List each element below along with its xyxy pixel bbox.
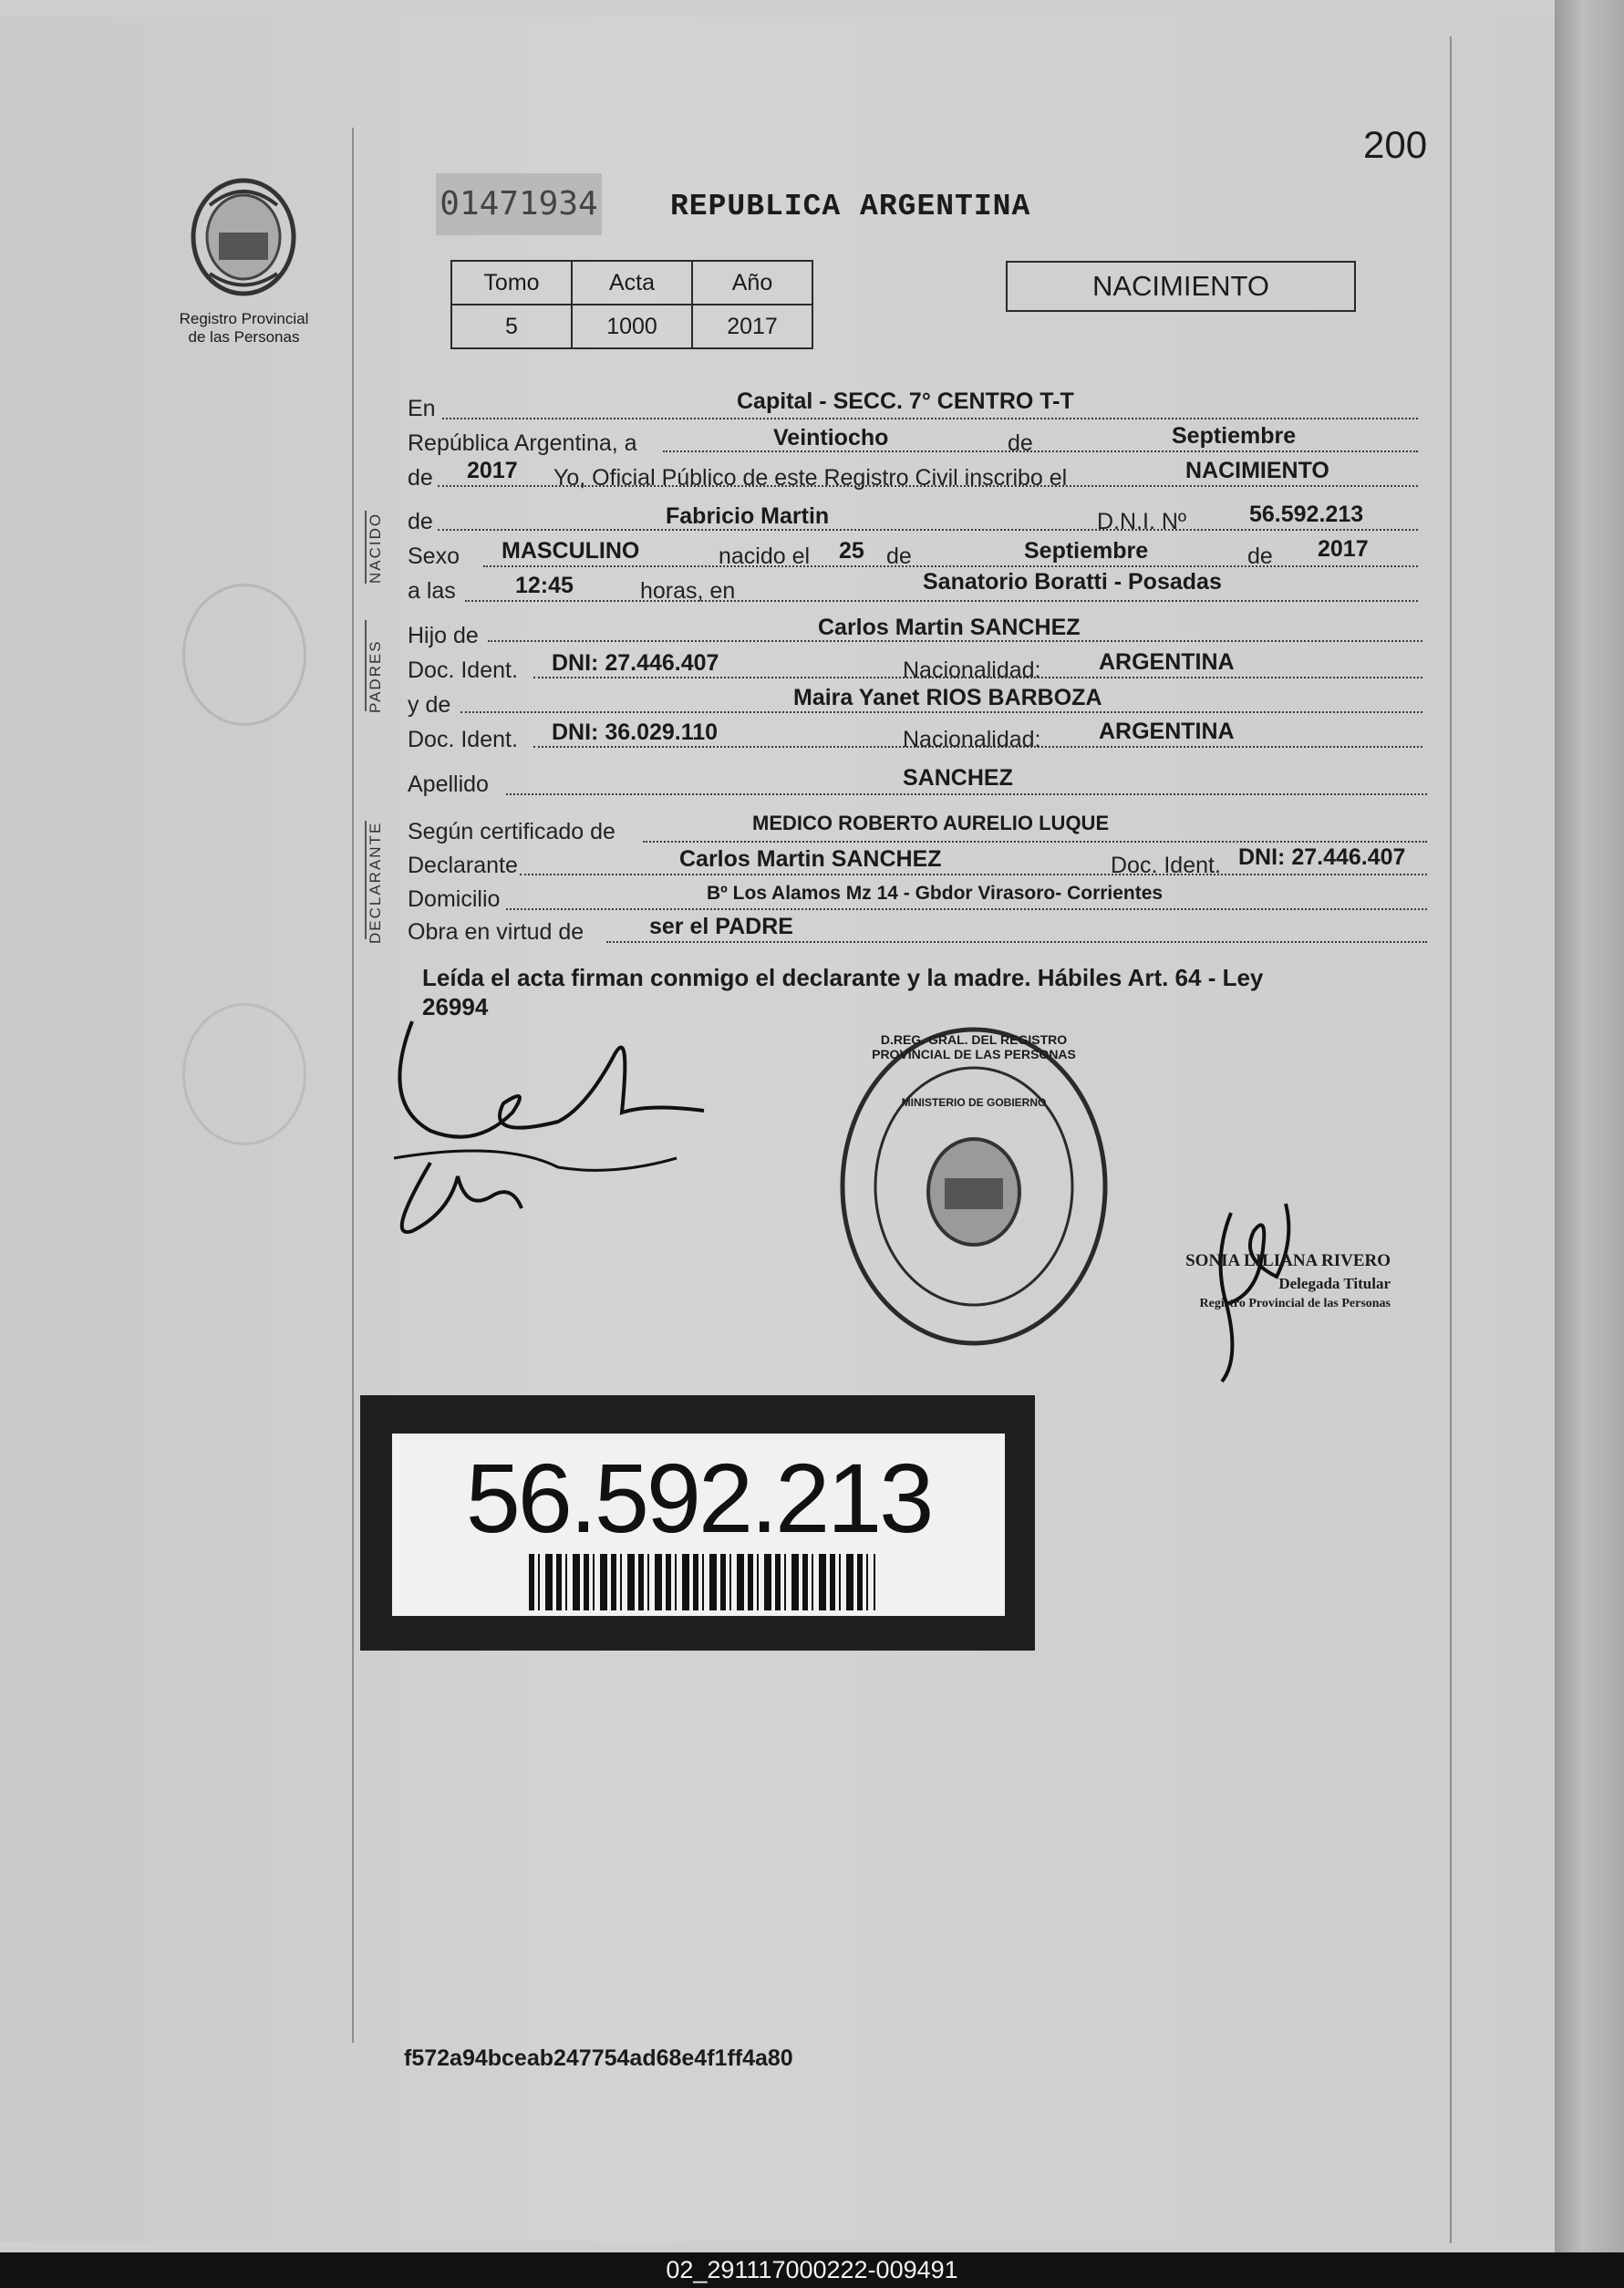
label-nac1: Nacionalidad: [903, 657, 1041, 683]
line-declarante [520, 874, 1427, 875]
registry-caption-line: Registro Provincial [179, 310, 309, 327]
barcode [529, 1554, 875, 1610]
line-time [465, 600, 1418, 602]
line-yde [460, 711, 1422, 713]
label-de2: de [408, 465, 433, 491]
closing-line: Leída el acta firman conmigo el declarante y la madre. Hábiles Art. 64 - Ley [422, 964, 1264, 991]
seal-text: D.REG. GRAL. DEL REGISTRO PROVINCIAL DE LAS PERSONAS [872, 1032, 1076, 1061]
ano-header: Año [692, 261, 812, 305]
side-label-nacido: NACIDO [367, 512, 384, 584]
value-place: Capital - SECC. 7° CENTRO T-T [737, 388, 1074, 414]
label-alas: a las [408, 578, 456, 604]
label-yde: y de [408, 692, 451, 718]
line-domicilio [506, 908, 1427, 910]
barcode-panel [392, 1434, 1005, 1616]
label-docdecl: Doc. Ident. [1111, 853, 1221, 878]
label-sexo: Sexo [408, 544, 460, 569]
officer-org: Registro Provincial de las Personas [1199, 1297, 1391, 1310]
value-dni: 56.592.213 [1249, 502, 1364, 527]
barcode-label [360, 1395, 1035, 1651]
value-father-nat: ARGENTINA [1099, 649, 1235, 675]
acta-value: 1000 [572, 305, 692, 348]
officer-stamp [1117, 1251, 1391, 1311]
value-sex: MASCULINO [502, 538, 640, 564]
line-segun [643, 841, 1427, 843]
declarant-signature [376, 1003, 722, 1258]
officer-title: Delegada Titular [1278, 1275, 1391, 1292]
file-label: 02_291117000222-009491 [0, 2252, 1624, 2288]
ano-value: 2017 [692, 305, 812, 348]
registry-caption-line: de las Personas [188, 328, 300, 346]
label-en: En [408, 396, 436, 421]
label-declarante: Declarante [408, 853, 518, 878]
faded-emblem [182, 1003, 306, 1145]
value-name: Fabricio Martin [666, 503, 830, 529]
value-time: 12:45 [515, 573, 574, 598]
page-edge [1555, 0, 1624, 2252]
book-table [450, 260, 813, 349]
label-republica: República Argentina, a [408, 430, 637, 456]
label-de4: de [1247, 544, 1273, 569]
side-label-declarante: DECLARANTE [367, 821, 384, 944]
label-doc2: Doc. Ident. [408, 727, 518, 752]
label-de: de [1008, 430, 1033, 456]
page-number: 200 [1363, 123, 1428, 166]
line-sex [483, 565, 1418, 567]
label-nac2: Nacionalidad: [903, 727, 1041, 752]
value-birth-year: 2017 [1318, 536, 1369, 562]
value-address: Bº Los Alamos Mz 14 - Gbdor Virasoro- Corrientes [707, 883, 1164, 904]
faded-emblem [182, 584, 306, 726]
section-divider [365, 821, 367, 939]
label-apellido: Apellido [408, 771, 489, 797]
left-margin-line [352, 128, 354, 2043]
section-divider [365, 511, 367, 584]
label-dni: D.N.I. Nº [1097, 509, 1187, 534]
value-act-kind: NACIMIENTO [1185, 458, 1329, 483]
label-obra: Obra en virtud de [408, 919, 584, 945]
value-declarant-doc: DNI: 27.446.407 [1238, 844, 1406, 870]
tomo-value: 5 [451, 305, 572, 348]
label-hijo: Hijo de [408, 623, 479, 648]
serial-number: 01471934 [436, 173, 602, 235]
label-doc1: Doc. Ident. [408, 657, 518, 683]
label-de-name: de [408, 509, 433, 534]
province-emblem [182, 169, 305, 305]
right-margin-line [1450, 36, 1452, 2243]
line-name [438, 529, 1418, 531]
seal-inner-text: MINISTERIO DE GOBIERNO [901, 1096, 1047, 1109]
value-mother-doc: DNI: 36.029.110 [552, 720, 719, 745]
document-hash: f572a94bceab247754ad68e4f1ff4a80 [404, 2045, 793, 2071]
heading: REPUBLICA ARGENTINA [670, 190, 1031, 223]
value-birth-day: 25 [839, 538, 864, 564]
label-yo: Yo, Oficial Público de este Registro Civil inscribo el [553, 465, 1068, 491]
label-nacido: nacido el [719, 544, 811, 569]
value-month: Septiembre [1172, 423, 1297, 449]
registry-caption [160, 310, 328, 347]
line-obra [606, 941, 1427, 943]
value-birth-place: Sanatorio Boratti - Posadas [923, 569, 1222, 595]
value-certificate: MEDICO ROBERTO AURELIO LUQUE [752, 812, 1110, 834]
label-de3: de [886, 544, 912, 569]
tomo-header: Tomo [451, 261, 572, 305]
officer-name: SONIA LILIANA RIVERO [1185, 1251, 1391, 1270]
closing-line: 26994 [422, 993, 489, 1020]
value-father: Carlos Martin SANCHEZ [818, 615, 1081, 640]
official-seal [837, 1023, 1111, 1350]
side-label-padres: PADRES [367, 639, 384, 713]
value-day: Veintiocho [773, 425, 889, 450]
value-father-doc: DNI: 27.446.407 [552, 650, 719, 676]
value-year: 2017 [467, 458, 518, 483]
label-segun: Según certificado de [408, 819, 615, 844]
value-capacity: ser el PADRE [649, 914, 793, 939]
barcode-number: 56.592.213 [465, 1443, 932, 1553]
value-birth-month: Septiembre [1024, 538, 1149, 564]
acta-header: Acta [572, 261, 692, 305]
label-horas: horas, en [640, 578, 736, 604]
value-mother-nat: ARGENTINA [1099, 719, 1235, 744]
line-en [442, 418, 1418, 419]
label-domicilio: Domicilio [408, 886, 501, 912]
value-surname: SANCHEZ [903, 765, 1013, 791]
value-mother: Maira Yanet RIOS BARBOZA [793, 685, 1102, 710]
act-type-box: NACIMIENTO [1006, 261, 1356, 312]
line-apellido [506, 793, 1427, 795]
value-declarant: Carlos Martin SANCHEZ [679, 846, 942, 872]
section-divider [365, 620, 367, 711]
